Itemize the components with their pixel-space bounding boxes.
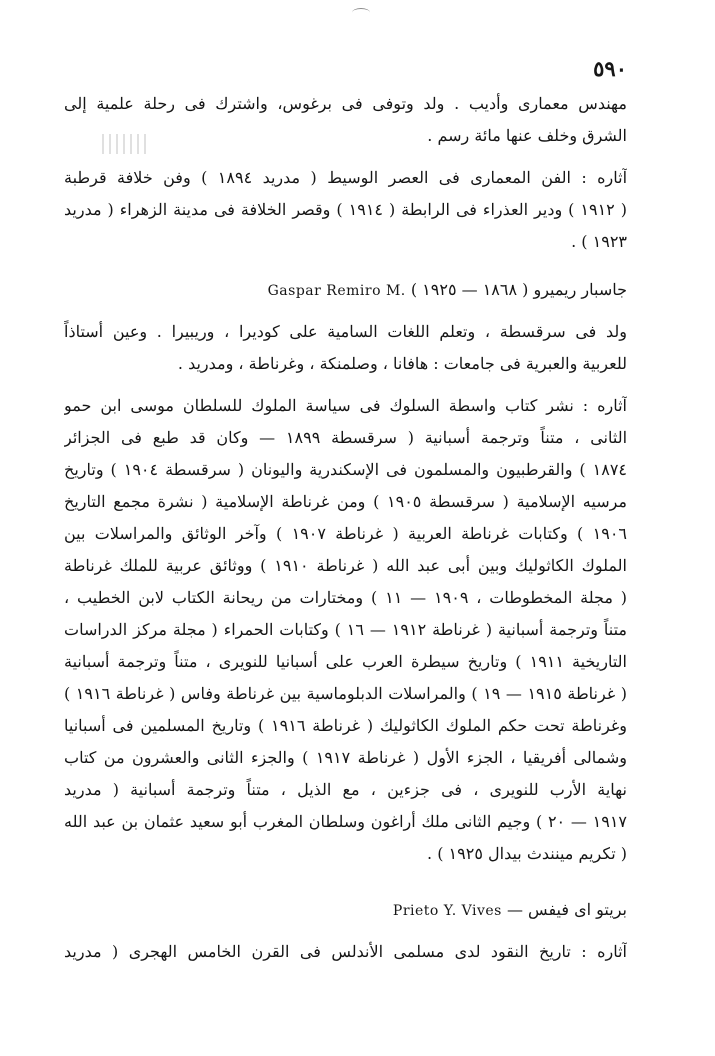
text-line: ( ١٩١٢ ) ودير العذراء فى الرابطة ( ١٩١٤ ) وقصر الخلافة فى مدينة الزهراء ( مدريد <box>64 200 627 219</box>
entry-heading-gaspar-remiro <box>64 274 627 306</box>
text-line: آثاره : تاريخ النقود لدى مسلمى الأندلس فى القرن الخامس الهجرى ( مدريد <box>64 942 627 961</box>
heading-latin: Gaspar Remiro M. <box>267 283 406 299</box>
text-line: مهندس معمارى وأديب . ولد وتوفى فى برغوس، واشترك فى رحلة علمية إلى <box>64 94 627 113</box>
text-line: للعربية والعبرية فى جامعات : هافانا ، وصلمنكة ، وغرناطة ، ومدريد . <box>177 354 627 373</box>
page-body <box>64 88 627 968</box>
text-line: ١٨٧٤ ) والقرطبيون والمسلمون فى الإسكندرية واليونان ( سرقسطة ١٩٠٤ ) وتاريخ <box>64 460 627 479</box>
heading-latin: Prieto Y. Vives <box>392 903 502 919</box>
text-line: ( مجلة المخطوطات ، ١٩٠٩ — ١١ ) ومختارات من ريحانة الكتاب لابن الخطيب ، <box>64 588 627 607</box>
heading-arabic: جاسبار ريميرو ( ١٨٦٨ — ١٩٢٥ ) <box>410 280 627 299</box>
text-line: وغرناطة تحت حكم الملوك الكاثوليك ( غرناطة ١٩١٦ ) وتاريخ المسلمين فى أسبانيا <box>64 716 627 735</box>
text-line: ١٩١٧ — ٢٠ ) وجيم الثانى ملك أراغون وسلطان المغرب أبو سعيد عثمان بن عبد الله <box>64 812 627 831</box>
text-line: ١٩٠٦ ) وكتابات غرناطة العربية ( غرناطة ١٩٠٧ ) وآخر الوثائق والمراسلات بين <box>64 524 627 543</box>
scan-mark <box>352 8 370 17</box>
text-line: ولد فى سرقسطة ، وتعلم اللغات السامية على كوديرا ، وريبيرا . وعين أستاذاً <box>64 322 627 341</box>
works-paragraph <box>64 936 627 968</box>
text-line: آثاره : الفن المعمارى فى العصر الوسيط ( مدريد ١٨٩٤ ) وفن خلافة قرطبة <box>64 168 627 187</box>
text-line: ( تكريم مينندث بيدال ١٩٢٥ ) . <box>427 844 627 863</box>
text-line: آثاره : نشر كتاب واسطة السلوك فى سياسة الملوك للسلطان موسى ابن حمو <box>64 396 627 415</box>
entry-continuation-paragraph <box>64 88 627 152</box>
text-line: الثانى ، متناً وترجمة أسبانية ( سرقسطة ١٨٩٩ — وكان قد طبع فى الجزائر <box>64 428 627 447</box>
works-paragraph <box>64 390 627 870</box>
text-line: ( غرناطة ١٩١٥ — ١٩ ) والمراسلات الدبلوماسية بين غرناطة وفاس ( غرناطة ١٩١٦ ) <box>64 684 627 703</box>
text-line: الشرق وخلف عنها مائة رسم . <box>427 126 627 145</box>
heading-arabic: بريتو اى فيفس — <box>506 900 627 919</box>
page-number: ٥٩٠ <box>593 56 627 81</box>
works-paragraph <box>64 162 627 258</box>
text-line: التاريخية ١٩١١ ) وتاريخ سيطرة العرب على أسبانيا للنويرى ، متناً وترجمة أسبانية <box>64 652 627 671</box>
text-line: مرسيه الإسلامية ( سرقسطة ١٩٠٥ ) ومن غرناطة الإسلامية ( نشرة مجمع التاريخ <box>64 492 627 511</box>
text-line: متناً وترجمة أسبانية ( غرناطة ١٩١٢ — ١٦ ) وكتابات الحمراء ( مجلة مركز الدراسات <box>64 620 627 639</box>
text-line: وشمالى أفريقيا ، الجزء الأول ( غرناطة ١٩١٧ ) والجزء الثانى والعشرون من كتاب <box>64 748 627 767</box>
text-line: الملوك الكاثوليك وبين أبى عبد الله ( غرناطة ١٩١٠ ) ووثائق عربية للملك غرناطة <box>64 556 627 575</box>
text-line: نهاية الأرب للنويرى ، فى جزءين ، مع الذيل ، متناً وترجمة أسبانية ( مدريد <box>64 780 627 799</box>
text-line: ١٩٢٣ ) . <box>571 232 627 251</box>
entry-heading-prieto-vives <box>64 894 627 926</box>
biography-paragraph <box>64 316 627 380</box>
